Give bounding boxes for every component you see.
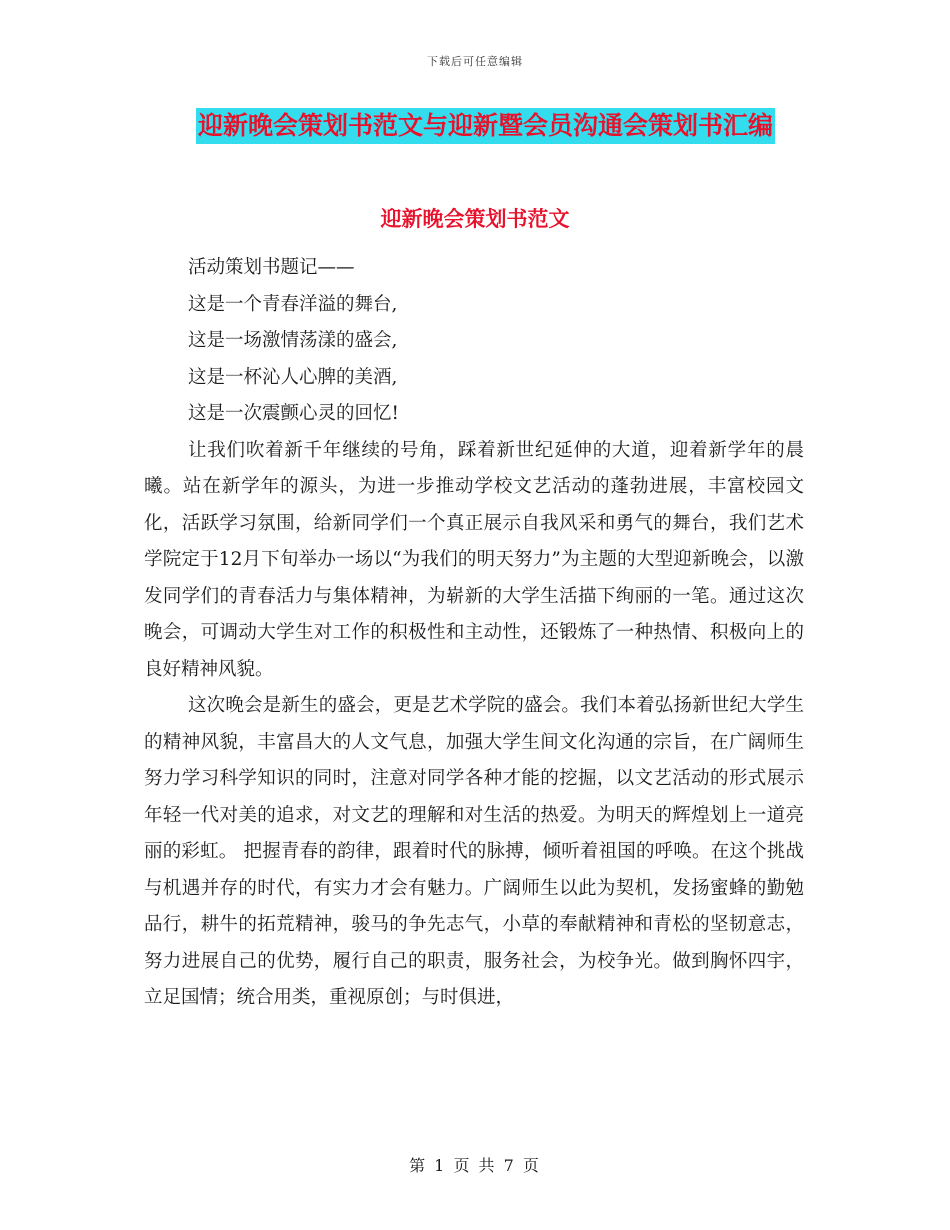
epigraph-line: 活动策划书题记——: [188, 257, 355, 278]
body-paragraph: 让我们吹着新千年继续的号角，踩着新世纪延伸的大道，迎着新学年的晨曦。站在新学年的源头，为进一步推动学校文艺活动的蓬勃进展，丰富校园文化，活跃学习氛围，给新同学们一个真正展示自我风采和勇气的舞台，我们艺术学院定于12月下旬举办一场以“为我们的明天努力”为主题的大型迎新晚会，以激发同学们的青春活力与集体精神，为崭新的大学生活描下绚丽的一笔。通过这次晚会，可调动大学生对工作的积极性和主动性，还锻炼了一种热情、积极向上的良好精神风貌。: [144, 439, 804, 680]
body-text: [144, 250, 804, 1017]
epigraph-line: 这是一次震颤心灵的回忆!: [188, 403, 399, 424]
header-note: 下载后可任意编辑: [427, 55, 523, 68]
epigraph-line: 这是一个青春洋溢的舞台,: [188, 293, 398, 315]
epigraph-line: 这是一场激情荡漾的盛会,: [188, 330, 398, 351]
body-paragraph: 这次晚会是新生的盛会，更是艺术学院的盛会。我们本着弘扬新世纪大学生的精神风貌，丰富昌大的人文气息，加强大学生间文化沟通的宗旨，在广阔师生努力学习科学知识的同时，注意对同学各种才能的挖掘，以文艺活动的形式展示年轻一代对美的追求，对文艺的理解和对生活的热爱。为明天的辉煌划上一道亮丽的彩虹。 把握青春的韵律，跟着时代的脉搏，倾听着祖国的呼唤。在这个挑战与机遇并存的时代，有实力才会有魅力。广阔师生以此为契机，发扬蜜蜂的勤勉品行，耕牛的拓荒精神，骏马的争先志气，小草的奉献精神和青松的坚韧意志，努力进展自己的优势，履行自己的职责，服务社会，为校争光。做到胸怀四宇，立足国情；统合用类，重视原创；与时俱进，: [144, 695, 804, 1008]
epigraph-line: 这是一杯沁人心脾的美酒,: [188, 366, 398, 388]
page-number-footer: 第 1 页 共 7 页: [409, 1156, 541, 1175]
document-title: 迎新晚会策划书范文与迎新暨会员沟通会策划书汇编: [196, 108, 775, 144]
section-title: 迎新晚会策划书范文: [380, 207, 570, 231]
